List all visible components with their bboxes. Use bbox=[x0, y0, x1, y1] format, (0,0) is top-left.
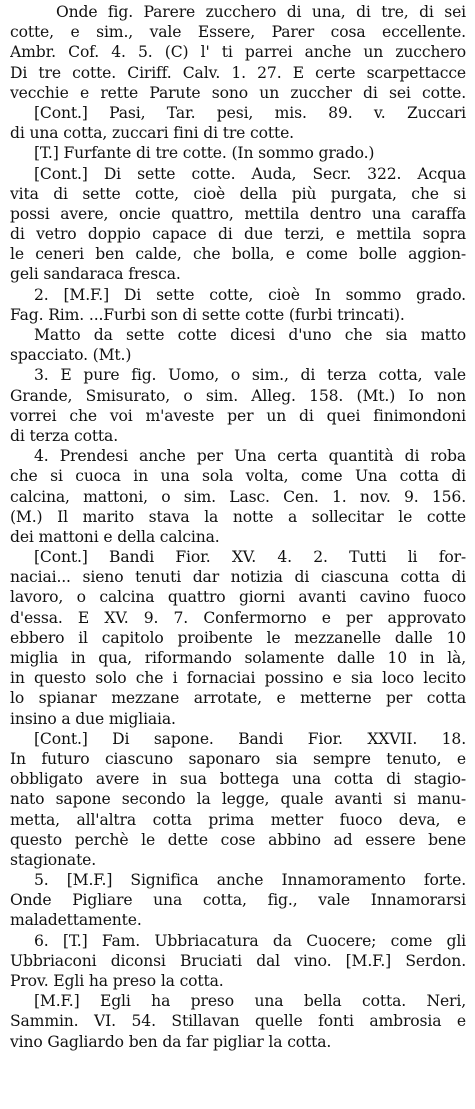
text-line: di una cotta, zuccari fini di tre cotte. bbox=[10, 124, 294, 143]
text-line: [M.F.] Egli ha preso una bella cotta. Neri, bbox=[34, 992, 466, 1011]
text-line: [T.] Furfante di tre cotte. (In sommo grado.) bbox=[34, 144, 375, 163]
text-line: lo spianar mezzane arrotate, e metterne per cotta bbox=[10, 689, 466, 708]
text-line: obbligato avere in sua bottega una cotta di stagio- bbox=[10, 770, 466, 789]
text-line: Sammin. VI. 54. Stillavan quelle fonti ambrosia e bbox=[10, 1012, 466, 1031]
text-line: vino Gagliardo ben da far pigliar la cotta. bbox=[10, 1032, 332, 1051]
text-line: miglia in qua, riformando solamente dalle 10 in là, bbox=[10, 649, 466, 667]
text-line: [Cont.] Di sapone. Bandi Fior. XXVII. 18. bbox=[34, 729, 466, 748]
text-line: d'essa. E XV. 9. 7. Confermorno e per approvato bbox=[10, 608, 466, 627]
text-line: vorrei che voi m'aveste per un di quei finimondoni bbox=[10, 406, 466, 425]
text-line: naciai... sieno tenuti dar notizia di ciascuna cotta di bbox=[10, 568, 466, 587]
text-line: Di tre cotte. Ciriff. Calv. 1. 27. E certe scarpettacce bbox=[10, 63, 466, 82]
text-line: [Cont.] Di sette cotte. Auda, Secr. 322. Acqua bbox=[34, 164, 466, 183]
text-line: Fag. Rim. ...Furbi son di sette cotte (furbi trincati). bbox=[10, 305, 405, 324]
text-line: in questo solo che i fornaciai possino e sia loco lecito bbox=[10, 669, 466, 688]
text-line: possi avere, oncie quattro, mettila dentro una caraffa bbox=[10, 204, 466, 223]
text-line: Onde fig. Parere zucchero di una, di tre, di sei bbox=[56, 3, 466, 21]
text-line: spacciato. (Mt.) bbox=[10, 346, 132, 365]
text-line: Ubbriaconi diconsi Bruciati dal vino. [M.F.] Serdon. bbox=[10, 951, 466, 970]
text-line: (M.) Il marito stava la notte a sollecitar le cotte bbox=[10, 507, 466, 526]
text-line: calcina, mattoni, o sim. Lasc. Cen. 1. nov. 9. 156. bbox=[10, 487, 466, 506]
text-line: 4. Prendesi anche per Una certa quantità di roba bbox=[34, 447, 466, 466]
text-line: Ambr. Cof. 4. 5. (C) l' ti parrei anche un zucchero bbox=[10, 43, 466, 62]
entry-text-lines bbox=[10, 2, 466, 1052]
text-line: dei mattoni e della calcina. bbox=[10, 527, 220, 546]
text-line: di vetro doppio capace di due terzi, e mettila sopra bbox=[10, 225, 466, 244]
text-line: ebbero il capitolo proibente le mezzanelle dalle 10 bbox=[10, 628, 466, 647]
text-line: nato sapone secondo la legge, quale avanti si manu- bbox=[10, 790, 466, 809]
text-line: 6. [T.] Fam. Ubbriacatura da Cuocere; come gli bbox=[34, 931, 466, 950]
text-line: 2. [M.F.] Di sette cotte, cioè In sommo grado. bbox=[34, 285, 466, 304]
text-line: vita di sette cotte, cioè della più purgata, che si bbox=[10, 184, 466, 203]
text-line: lavoro, o calcina quattro giorni avanti cavino fuoco bbox=[10, 588, 466, 607]
text-line: vecchie e rette Parute sono un zuccher di sei cotte. bbox=[10, 83, 466, 102]
text-line: insino a due migliaia. bbox=[10, 709, 176, 728]
text-line: [Cont.] Pasi, Tar. pesi, mis. 89. v. Zuccari bbox=[34, 103, 466, 122]
text-line: [Cont.] Bandi Fior. XV. 4. 2. Tutti li for- bbox=[34, 548, 466, 567]
text-line: questo perchè le dette cose abbino ad essere bene bbox=[10, 830, 466, 849]
text-line: geli sandaraca fresca. bbox=[10, 265, 181, 284]
text-line: Grande, Smisurato, o sim. Alleg. 158. (Mt.) Io non bbox=[10, 386, 466, 405]
text-line: 5. [M.F.] Significa anche Innamoramento forte. bbox=[34, 871, 466, 890]
text-line: Onde Pigliare una cotta, fig., vale Innamorarsi bbox=[10, 891, 466, 910]
text-line: che si cuoca in una sola volta, come Una cotta di bbox=[10, 467, 466, 486]
text-line: maladettamente. bbox=[10, 911, 142, 930]
text-line: cotte, e sim., vale Essere, Parer cosa eccellente. bbox=[10, 23, 466, 42]
text-line: Prov. Egli ha preso la cotta. bbox=[10, 972, 224, 990]
text-line: Matto da sette cotte dicesi d'uno che sia matto bbox=[34, 326, 466, 344]
text-line: 3. E pure fig. Uomo, o sim., di terza cotta, vale bbox=[34, 366, 466, 385]
text-line: di terza cotta. bbox=[10, 426, 119, 445]
text-line: le ceneri ben calde, che bolla, e come bolle aggion- bbox=[10, 245, 466, 264]
text-line: In futuro ciascuno saponaro sia sempre tenuto, e bbox=[10, 749, 466, 768]
text-line: stagionate. bbox=[10, 850, 97, 869]
text-line: metta, all'altra cotta prima metter fuoco deva, e bbox=[10, 810, 466, 829]
